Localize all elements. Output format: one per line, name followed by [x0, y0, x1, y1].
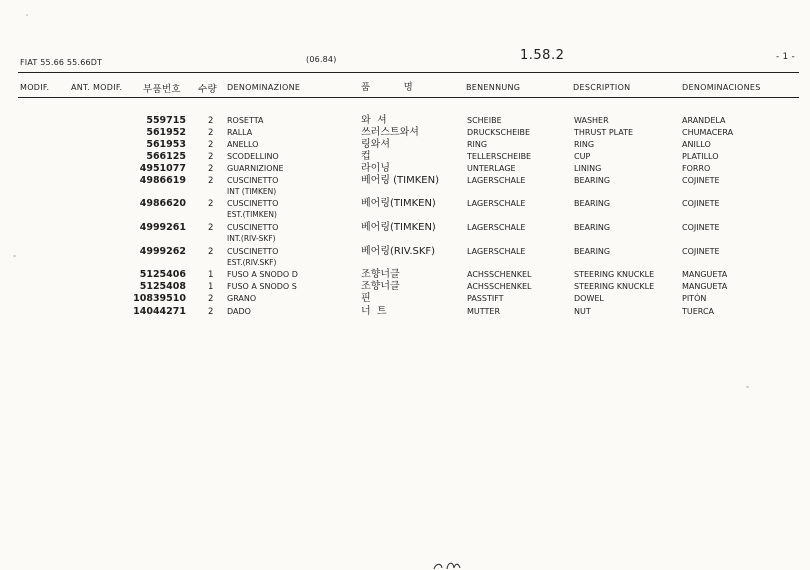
- name-korean: 베어링(TIMKEN): [361, 198, 436, 209]
- part-number: 5125406: [139, 269, 186, 280]
- name-english: BEARING: [574, 176, 611, 185]
- table-row: [0, 175, 810, 187]
- name-korean: 베어링 (TIMKEN): [361, 175, 440, 186]
- name-english: BEARING: [574, 223, 611, 232]
- quantity: 2: [208, 223, 214, 233]
- section-number: 1.58.2: [520, 48, 565, 63]
- name-italian: ROSETTA: [227, 116, 264, 125]
- name-german: LAGERSCHALE: [467, 223, 526, 232]
- name-english: BEARING: [574, 199, 611, 208]
- name-korean: 베어링(TIMKEN): [361, 222, 436, 233]
- table-row: [0, 198, 810, 210]
- part-number: 4986619: [139, 175, 186, 186]
- name-korean: 쓰러스트와셔: [361, 127, 419, 138]
- name-korean: 조향너클: [361, 269, 400, 280]
- name-german: DRUCKSCHEIBE: [467, 128, 531, 137]
- name-italian: FUSO A SNODO S: [227, 282, 297, 291]
- name-italian-detail: EST.(RIV.SKF): [227, 258, 277, 267]
- name-english: BEARING: [574, 247, 611, 256]
- table-row: [0, 163, 810, 175]
- table-row: [0, 269, 810, 281]
- name-german: LAGERSCHALE: [467, 176, 526, 185]
- name-italian-detail: EST.(TIMKEN): [227, 210, 277, 219]
- part-number: 561952: [146, 127, 186, 138]
- name-korean: 와 셔: [361, 115, 387, 126]
- name-korean: 링와셔: [361, 139, 390, 150]
- col-benennung: BENENNUNG: [466, 83, 521, 92]
- name-spanish: COJINETE: [682, 176, 720, 185]
- name-spanish: PLATILLO: [682, 152, 719, 161]
- quantity: 2: [208, 128, 214, 138]
- name-spanish: TUERCA: [682, 307, 715, 316]
- name-italian: SCODELLINO: [227, 152, 279, 161]
- name-english: WASHER: [574, 116, 609, 125]
- name-italian: GUARNIZIONE: [227, 164, 284, 173]
- table-row: [0, 222, 810, 234]
- quantity: 1: [208, 270, 214, 280]
- name-german: LAGERSCHALE: [467, 247, 526, 256]
- name-italian: CUSCINETTO: [227, 247, 279, 256]
- name-italian: CUSCINETTO: [227, 199, 279, 208]
- part-number: 4999261: [139, 222, 186, 233]
- name-spanish: COJINETE: [682, 247, 720, 256]
- table-row: [0, 115, 810, 127]
- name-english: NUT: [574, 307, 591, 316]
- name-italian: DADO: [227, 307, 251, 316]
- quantity: 2: [208, 140, 214, 150]
- name-english: THRUST PLATE: [574, 128, 634, 137]
- col-description: DESCRIPTION: [573, 83, 631, 92]
- table-row: [0, 246, 810, 258]
- name-german: ACHSSCHENKEL: [467, 282, 532, 291]
- table-row: [0, 151, 810, 163]
- table-row: [0, 306, 810, 318]
- part-number: 10839510: [133, 293, 186, 304]
- col-part-no: 부품번호: [143, 84, 181, 95]
- quantity: 2: [208, 307, 214, 317]
- name-english: CUP: [574, 152, 591, 161]
- name-korean: 너 트: [361, 306, 387, 317]
- part-number: 5125408: [139, 281, 186, 292]
- quantity: 2: [208, 247, 214, 257]
- name-italian: CUSCINETTO: [227, 223, 279, 232]
- name-spanish: FORRO: [682, 164, 711, 173]
- name-spanish: CHUMACERA: [682, 128, 734, 137]
- quantity: 2: [208, 116, 214, 126]
- name-italian-detail: INT (TIMKEN): [227, 187, 277, 196]
- part-number: 561953: [146, 139, 186, 150]
- name-italian: GRANO: [227, 294, 257, 303]
- name-german: LAGERSCHALE: [467, 199, 526, 208]
- part-number: 566125: [146, 151, 186, 162]
- name-korean: 베어링(RIV.SKF): [361, 246, 436, 257]
- name-german: SCHEIBE: [467, 116, 502, 125]
- name-german: UNTERLAGE: [467, 164, 516, 173]
- name-german: PASSTIFT: [467, 294, 504, 303]
- name-korean: 핀: [361, 293, 371, 304]
- quantity: 2: [208, 176, 214, 186]
- handwritten-mark: [420, 556, 470, 570]
- col-denominazione: DENOMINAZIONE: [227, 83, 301, 92]
- name-spanish: MANGUETA: [682, 282, 728, 291]
- name-korean: 조향너클: [361, 281, 400, 292]
- name-spanish: PITÓN: [682, 294, 707, 303]
- quantity: 1: [208, 282, 214, 292]
- name-german: ACHSSCHENKEL: [467, 270, 532, 279]
- name-italian: FUSO A SNODO D: [227, 270, 298, 279]
- part-number: 559715: [146, 115, 186, 126]
- name-english: STEERING KNUCKLE: [574, 282, 655, 291]
- table-row: [0, 281, 810, 293]
- part-number: 4999262: [139, 246, 186, 257]
- name-german: TELLERSCHEIBE: [467, 152, 532, 161]
- paper-speck: [746, 386, 749, 388]
- name-spanish: MANGUETA: [682, 270, 728, 279]
- name-english: DOWEL: [574, 294, 604, 303]
- name-spanish: ARANDELA: [682, 116, 726, 125]
- name-english: LINING: [574, 164, 602, 173]
- col-korean-name: 품 명: [361, 82, 414, 93]
- name-german: MUTTER: [467, 307, 501, 316]
- part-number: 4951077: [139, 163, 186, 174]
- quantity: 2: [208, 294, 214, 304]
- name-german: RING: [467, 140, 488, 149]
- name-italian-detail: INT.(RIV-SKF): [227, 234, 276, 243]
- part-number: 4986620: [139, 198, 186, 209]
- table-row: [0, 293, 810, 305]
- model-label: FIAT 55.66 55.66DT: [20, 58, 103, 67]
- name-english: STEERING KNUCKLE: [574, 270, 655, 279]
- paper-speck: [13, 255, 16, 257]
- table-row: [0, 139, 810, 151]
- table-row: [0, 127, 810, 139]
- name-spanish: COJINETE: [682, 223, 720, 232]
- col-modif: MODIF.: [20, 83, 50, 92]
- name-spanish: ANILLO: [682, 140, 711, 149]
- name-spanish: COJINETE: [682, 199, 720, 208]
- name-italian: ANELLO: [227, 140, 259, 149]
- col-ant-modif: ANT. MODIF.: [71, 83, 123, 92]
- name-italian: CUSCINETTO: [227, 176, 279, 185]
- name-korean: 컵: [361, 151, 371, 162]
- paper-speck: [26, 14, 28, 16]
- name-english: RING: [574, 140, 595, 149]
- col-denominaciones: DENOMINACIONES: [682, 83, 761, 92]
- quantity: 2: [208, 199, 214, 209]
- part-number: 14044271: [133, 306, 186, 317]
- page-number: - 1 -: [776, 52, 795, 62]
- col-qty: 수량: [198, 84, 217, 95]
- quantity: 2: [208, 164, 214, 174]
- edition-date: (06.84): [306, 55, 337, 64]
- name-korean: 라이닝: [361, 163, 390, 174]
- name-italian: RALLA: [227, 128, 253, 137]
- quantity: 2: [208, 152, 214, 162]
